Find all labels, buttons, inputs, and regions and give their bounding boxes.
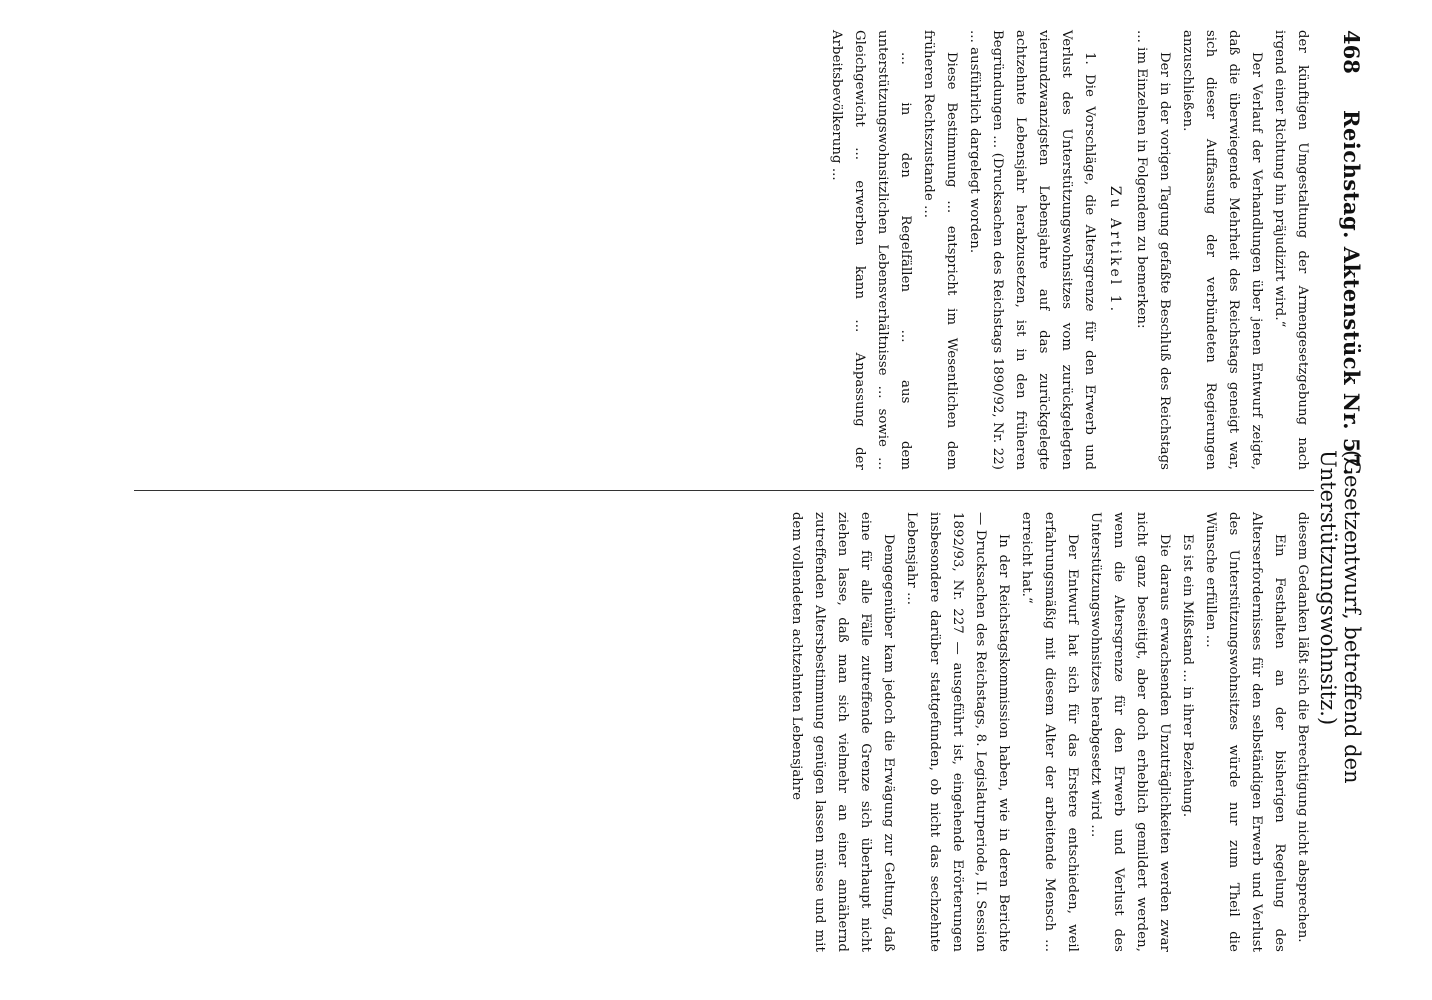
paragraph: Ein Festhalten an der bisherigen Regelung des Alterserfordernisses für den selbständigen Erwerb und Verlust des Unterstützungswohnsitzes würde nur zum Theil die Wünsche erfüllen ...: [1203, 512, 1287, 952]
paragraph: diesem Gedanken läßt sich die Berechtigung nicht absprechen.: [1295, 512, 1310, 943]
paragraph: Der Entwurf hat sich für das Erstere entschieden, weil erfahrungsmäßig mit diesem Alter der arbeitende Mensch ... erreicht hat.“: [1019, 512, 1080, 952]
page-title: Reichstag. Aktenstück Nr. 57.: [1339, 110, 1364, 476]
paragraph: Die daraus erwachsenden Unzuträglichkeiten werden zwar nicht ganz beseitigt, aber doch erheblich gemildert werden, wenn die Altersgrenze für den Erwerb und Verlust des Unterstützungswohnsitzes herabgesetzt wird ...: [1088, 512, 1172, 952]
column-divider: [134, 490, 1314, 491]
right-text-column: [24, 512, 1314, 952]
paragraph: Es ist ein Mißstand ... in ihrer Beziehung.: [1180, 534, 1195, 818]
paragraph: 1. Die Vorschläge, die Altersgrenze für den Erwerb und Verlust des Unterstützungswohnsitzes vom zurückgelegten vierundzwanzigsten Lebensjahre auf das zurückgelegte achtzehnte Lebensjahr herabzusetzen, ist in den früheren Begründungen ... (Drucksachen des Reichstags 1890/92, Nr. 22) ... ausführlich dargelegt worden.: [967, 30, 1097, 470]
paragraph: Der Verlauf der Verhandlungen über jenen Entwurf zeigte, daß die überwiegende Mehrheit des Reichstags geneigt war, sich dieser Auffassung der verbündeten Regierungen anzuschließen.: [1180, 30, 1264, 470]
digitization-footer: [1412, 30, 1432, 990]
paragraph: ... in den Regelfällen ... aus dem unterstützungswohnsitzlichen Lebensverhältnisse ... sowie ... Gleichgewicht ... erwerben kann ... Anpassung der Arbeitsbevölkerung ...: [829, 30, 913, 470]
left-text-column: [24, 30, 1314, 470]
page-header: [1316, 30, 1364, 970]
paragraph: der künftigen Umgestaltung der Armengesetzgebung nach irgend einer Richtung hin präjudizirt wird.“: [1272, 30, 1310, 470]
paragraph: In der Reichstagskommission haben, wie in deren Berichte — Drucksachen des Reichstags, 8. Legislaturperiode, II. Session 1892/93, Nr. 227 — ausgeführt ist, eingehende Erörterungen insbesondere darüber stattgefunden, ob nicht das sechzehnte Lebensjahr ...: [904, 512, 1011, 952]
section-heading: Zu Artikel 1.: [1107, 185, 1123, 315]
paragraph: Demgegenüber kam jedoch die Erwägung zur Geltung, daß eine für alle Fälle zutreffende Grenze sich überhaupt nicht ziehen lasse, daß man sich vielmehr an einer annähernd zutreffenden Altersbestimmung genügen lassen müsse und mit dem vollendeten achtzehnten Lebensjahre: [789, 512, 896, 952]
paragraph: Diese Bestimmung ... entspricht im Wesentlichen dem früheren Rechtszustande ...: [921, 30, 959, 470]
paragraph: Der in der vorigen Tagung gefaßte Beschluß des Reichstags ... im Einzelnen in Folgendem zu bemerken:: [1134, 30, 1172, 470]
page-number: 468: [1339, 30, 1364, 74]
page-subtitle: (Gesetzentwurf, betreffend den Unterstützungswohnsitz.): [1316, 450, 1364, 784]
